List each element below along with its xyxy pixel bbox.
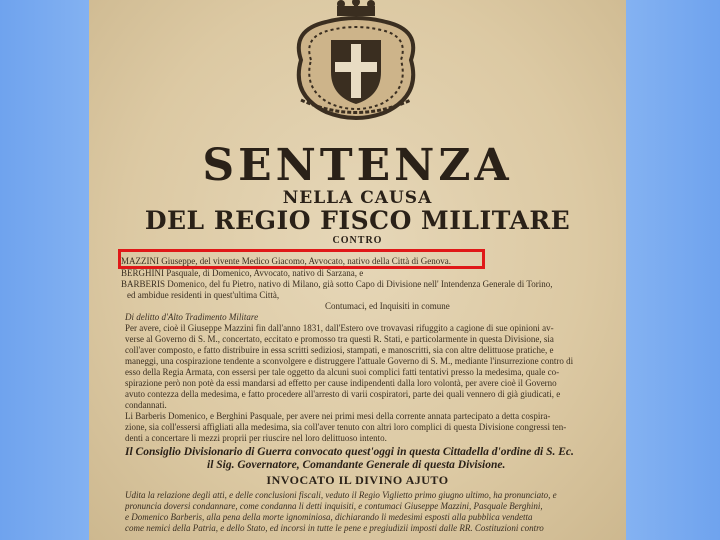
- text-line: spirazione però non potè da essi mandarsi ad effetto per cause indipendenti dalla loro volontà, per avere cioè il Governo: [125, 378, 557, 388]
- text-line: avuto contezza della medesima, e fatto procedere all'arresto di varii cospiratori, parte dei quali vennero di già giudicati, e: [125, 389, 561, 399]
- text-line: condannati.: [125, 400, 167, 410]
- text-line: zione, sia coll'essersi affigliati alla medesima, sia coll'aver tenuto con altri loro complici di questa Divisione congressi ten-: [125, 422, 567, 432]
- decree-document: [89, 0, 626, 540]
- savoy-coat-of-arms-icon: [271, 0, 441, 122]
- highlight-box: [118, 249, 485, 269]
- invocato-heading: INVOCATO IL DIVINO AJUTO: [266, 473, 449, 487]
- text-line: Contumaci, ed Inquisiti in comune: [325, 301, 450, 311]
- text-line: denti a concertare li mezzi proprii per riuscire nel loro delittuoso intento.: [125, 433, 387, 443]
- text-line: Per avere, cioè il Giuseppe Mazzini fin dall'anno 1831, dall'Estero ove trovavasi rifuggito a cagione di sue opinioni av-: [125, 323, 554, 333]
- text-line: maneggi, una cospirazione tendente a sconvolgere e distruggere l'attuale Governo di S. M., mediante l'insurrezione contro di: [125, 356, 574, 366]
- text-line: BERGHINI Pasquale, di Domenico, Avvocato, nativo di Sarzana, e: [121, 268, 364, 278]
- text-line: BARBERIS Domenico, del fu Pietro, nativo di Milano, già sotto Capo di Divisione nell' Intendenza Generale di Torino,: [121, 279, 553, 289]
- heading: DEL REGIO FISCO MILITARE: [144, 206, 571, 235]
- closing-line: pronuncia doversi condannare, come condanna li detti inquisiti, e contumaci Giuseppe Mazzini, Pasquale Berghini,: [125, 501, 543, 511]
- subtitle: NELLA CAUSA: [282, 188, 433, 208]
- page-title: SENTENZA: [202, 140, 513, 191]
- closing-line: come nemici della Patria, e dello Stato, ed incorsi in tutte le pene e pregiudizii imposti dalle RR. Costituzioni contro: [125, 523, 544, 533]
- council-line: Il Consiglio Divisionario di Guerra convocato quest'oggi in questa Cittadella d'ordine di S. Ec.: [125, 446, 574, 458]
- closing-line: e Domenico Barberis, alla pena della morte ignominiosa, dichiarando li medesimi esposti alla pubblica vendetta: [125, 512, 533, 522]
- text-line: esso della Regia Armata, con essersi per tale oggetto da alcuni suoi complici fatti tentativi presso la medesima, quale co-: [125, 367, 560, 377]
- closing-line: Udita la relazione degli atti, e delle conclusioni fiscali, veduto il Regio Viglietto primo giugno ultimo, ha pronunciato, e: [125, 490, 557, 500]
- contro-label: CONTRO: [332, 235, 383, 246]
- text-line: coll'aver composto, e fatto distribuire in essa scritti sediziosi, stampati, e manoscritti, sia con altre delittuose pratiche, e: [125, 345, 554, 355]
- council-line: il Sig. Governatore, Comandante Generale di questa Divisione.: [207, 459, 506, 471]
- text-line: ed ambidue residenti in quest'ultima Città,: [127, 290, 280, 300]
- text-line: Di delitto d'Alto Tradimento Militare: [125, 312, 259, 322]
- text-line: verse al Governo di S. M., concertato, eccitato e promosso tra questi R. Stati, e particolarmente in questa Divisione, sia: [125, 334, 554, 344]
- text-line: Li Barberis Domenico, e Berghini Pasquale, per avere nei primi mesi della corrente annata partecipato a detta cospira-: [125, 411, 551, 421]
- text-line: MAZZINI Giuseppe, del vivente Medico Giacomo, Avvocato, nativo della Città di Genova.: [121, 256, 451, 266]
